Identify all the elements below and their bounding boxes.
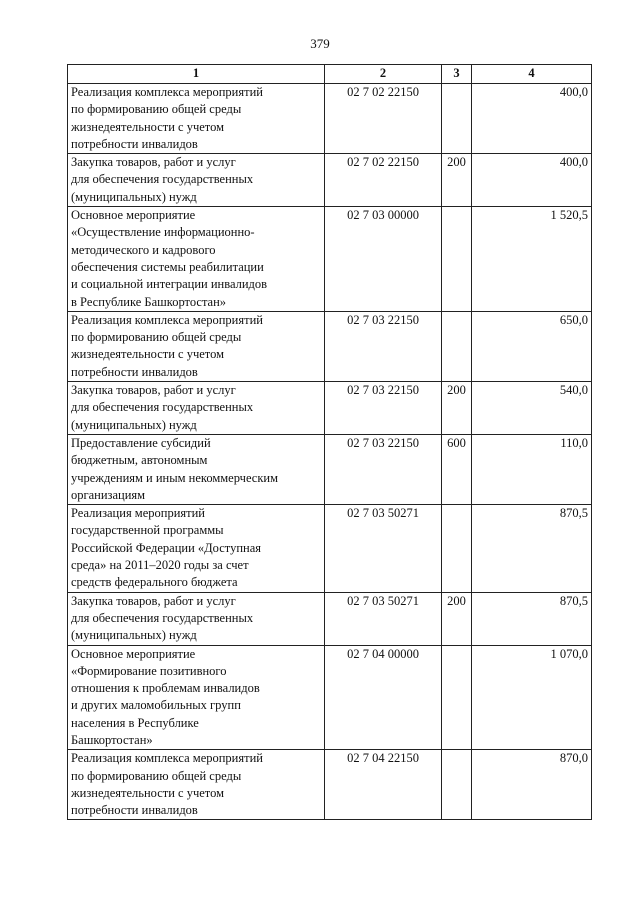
row-code-cell: 02 7 04 00000 bbox=[325, 645, 442, 750]
row-type-cell bbox=[442, 84, 472, 154]
row-name-line: по формированию общей среды bbox=[71, 768, 242, 783]
row-name-line: по формированию общей среды bbox=[71, 102, 242, 117]
row-type-cell: 200 bbox=[442, 592, 472, 645]
header-col-3: 3 bbox=[442, 65, 472, 84]
row-name-cell bbox=[68, 592, 325, 645]
row-name-line: Закупка товаров, работ и услуг bbox=[71, 383, 236, 398]
row-name-line: организациям bbox=[71, 487, 146, 502]
row-name-line: «Осуществление информационно- bbox=[71, 225, 255, 240]
row-name-line: «Формирование позитивного bbox=[71, 663, 227, 678]
row-code-cell: 02 7 03 50271 bbox=[325, 592, 442, 645]
row-name-cell bbox=[68, 750, 325, 820]
row-name-line: отношения к проблемам инвалидов bbox=[71, 681, 260, 696]
row-sum-cell: 870,5 bbox=[472, 592, 592, 645]
row-name-line: (муниципальных) нужд bbox=[71, 189, 197, 204]
row-type-cell bbox=[442, 311, 472, 381]
row-type-cell bbox=[442, 645, 472, 750]
row-code-cell: 02 7 04 22150 bbox=[325, 750, 442, 820]
row-name-line: государственной программы bbox=[71, 523, 224, 538]
table-body bbox=[68, 84, 592, 820]
row-name-line: Основное мероприятие bbox=[71, 646, 196, 661]
header-col-4: 4 bbox=[472, 65, 592, 84]
row-code-cell: 02 7 02 22150 bbox=[325, 84, 442, 154]
row-name-line: для обеспечения государственных bbox=[71, 610, 254, 625]
table-row bbox=[68, 645, 592, 750]
row-name-line: методического и кадрового bbox=[71, 242, 216, 257]
row-sum-cell: 110,0 bbox=[472, 434, 592, 504]
header-col-2: 2 bbox=[325, 65, 442, 84]
row-sum-cell: 870,0 bbox=[472, 750, 592, 820]
row-code-cell: 02 7 03 22150 bbox=[325, 382, 442, 435]
row-name-line: для обеспечения государственных bbox=[71, 400, 254, 415]
row-name-line: жизнедеятельности с учетом bbox=[71, 119, 224, 134]
table-row bbox=[68, 311, 592, 381]
row-name-line: Реализация комплекса мероприятий bbox=[71, 85, 263, 99]
row-name-line: Реализация мероприятий bbox=[71, 506, 205, 521]
row-name-line: обеспечения системы реабилитации bbox=[71, 259, 264, 274]
row-code-cell: 02 7 02 22150 bbox=[325, 154, 442, 207]
row-sum-cell: 540,0 bbox=[472, 382, 592, 435]
budget-table bbox=[67, 64, 592, 820]
row-name-cell bbox=[68, 382, 325, 435]
row-type-cell bbox=[442, 505, 472, 592]
row-type-cell bbox=[442, 207, 472, 312]
row-name-line: Закупка товаров, работ и услуг bbox=[71, 155, 236, 170]
row-name-line: средств федерального бюджета bbox=[71, 575, 238, 590]
row-name-line: и социальной интеграции инвалидов bbox=[71, 277, 268, 292]
table-row bbox=[68, 505, 592, 592]
row-code-cell: 02 7 03 50271 bbox=[325, 505, 442, 592]
table-header-row bbox=[68, 65, 592, 84]
row-name-line: бюджетным, автономным bbox=[71, 453, 208, 468]
table-row bbox=[68, 592, 592, 645]
table-row bbox=[68, 382, 592, 435]
row-type-cell bbox=[442, 750, 472, 820]
row-name-cell bbox=[68, 154, 325, 207]
row-name-cell bbox=[68, 311, 325, 381]
row-name-line: потребности инвалидов bbox=[71, 803, 198, 818]
header-col-1: 1 bbox=[68, 65, 325, 84]
row-name-line: и других маломобильных групп bbox=[71, 698, 241, 713]
row-name-line: учреждениям и иным некоммерческим bbox=[71, 470, 279, 485]
row-sum-cell: 400,0 bbox=[472, 84, 592, 154]
table-row bbox=[68, 154, 592, 207]
row-name-line: Реализация комплекса мероприятий bbox=[71, 751, 263, 766]
row-sum-cell: 1 070,0 bbox=[472, 645, 592, 750]
row-name-cell bbox=[68, 434, 325, 504]
row-code-cell: 02 7 03 22150 bbox=[325, 311, 442, 381]
row-name-line: Реализация комплекса мероприятий bbox=[71, 312, 263, 327]
row-name-line: Предоставление субсидий bbox=[71, 435, 211, 450]
row-name-line: в Республике Башкортостан» bbox=[71, 294, 227, 309]
page-number: 379 bbox=[310, 36, 330, 51]
row-name-cell bbox=[68, 645, 325, 750]
row-name-line: жизнедеятельности с учетом bbox=[71, 785, 224, 800]
row-name-line: (муниципальных) нужд bbox=[71, 628, 197, 643]
row-code-cell: 02 7 03 00000 bbox=[325, 207, 442, 312]
table-row bbox=[68, 750, 592, 820]
row-name-line: по формированию общей среды bbox=[71, 330, 242, 345]
row-name-line: населения в Республике bbox=[71, 715, 199, 730]
row-name-line: (муниципальных) нужд bbox=[71, 417, 197, 432]
row-name-line: для обеспечения государственных bbox=[71, 172, 254, 187]
row-name-line: потребности инвалидов bbox=[71, 136, 198, 151]
row-sum-cell: 400,0 bbox=[472, 154, 592, 207]
row-name-line: Российской Федерации «Доступная bbox=[71, 540, 261, 555]
table-row bbox=[68, 84, 592, 154]
table-row bbox=[68, 207, 592, 312]
row-name-line: потребности инвалидов bbox=[71, 364, 198, 379]
row-type-cell: 600 bbox=[442, 434, 472, 504]
row-name-line: жизнедеятельности с учетом bbox=[71, 347, 224, 362]
row-sum-cell: 650,0 bbox=[472, 311, 592, 381]
row-name-line: среда» на 2011–2020 годы за счет bbox=[71, 558, 249, 573]
row-name-cell bbox=[68, 505, 325, 592]
row-type-cell: 200 bbox=[442, 382, 472, 435]
row-name-line: Закупка товаров, работ и услуг bbox=[71, 593, 236, 608]
row-code-cell: 02 7 03 22150 bbox=[325, 434, 442, 504]
row-sum-cell: 870,5 bbox=[472, 505, 592, 592]
row-sum-cell: 1 520,5 bbox=[472, 207, 592, 312]
row-name-line: Основное мероприятие bbox=[71, 208, 196, 223]
row-type-cell: 200 bbox=[442, 154, 472, 207]
table-row bbox=[68, 434, 592, 504]
row-name-line: Башкортостан» bbox=[71, 732, 153, 747]
row-name-cell bbox=[68, 84, 325, 154]
row-name-cell bbox=[68, 207, 325, 312]
